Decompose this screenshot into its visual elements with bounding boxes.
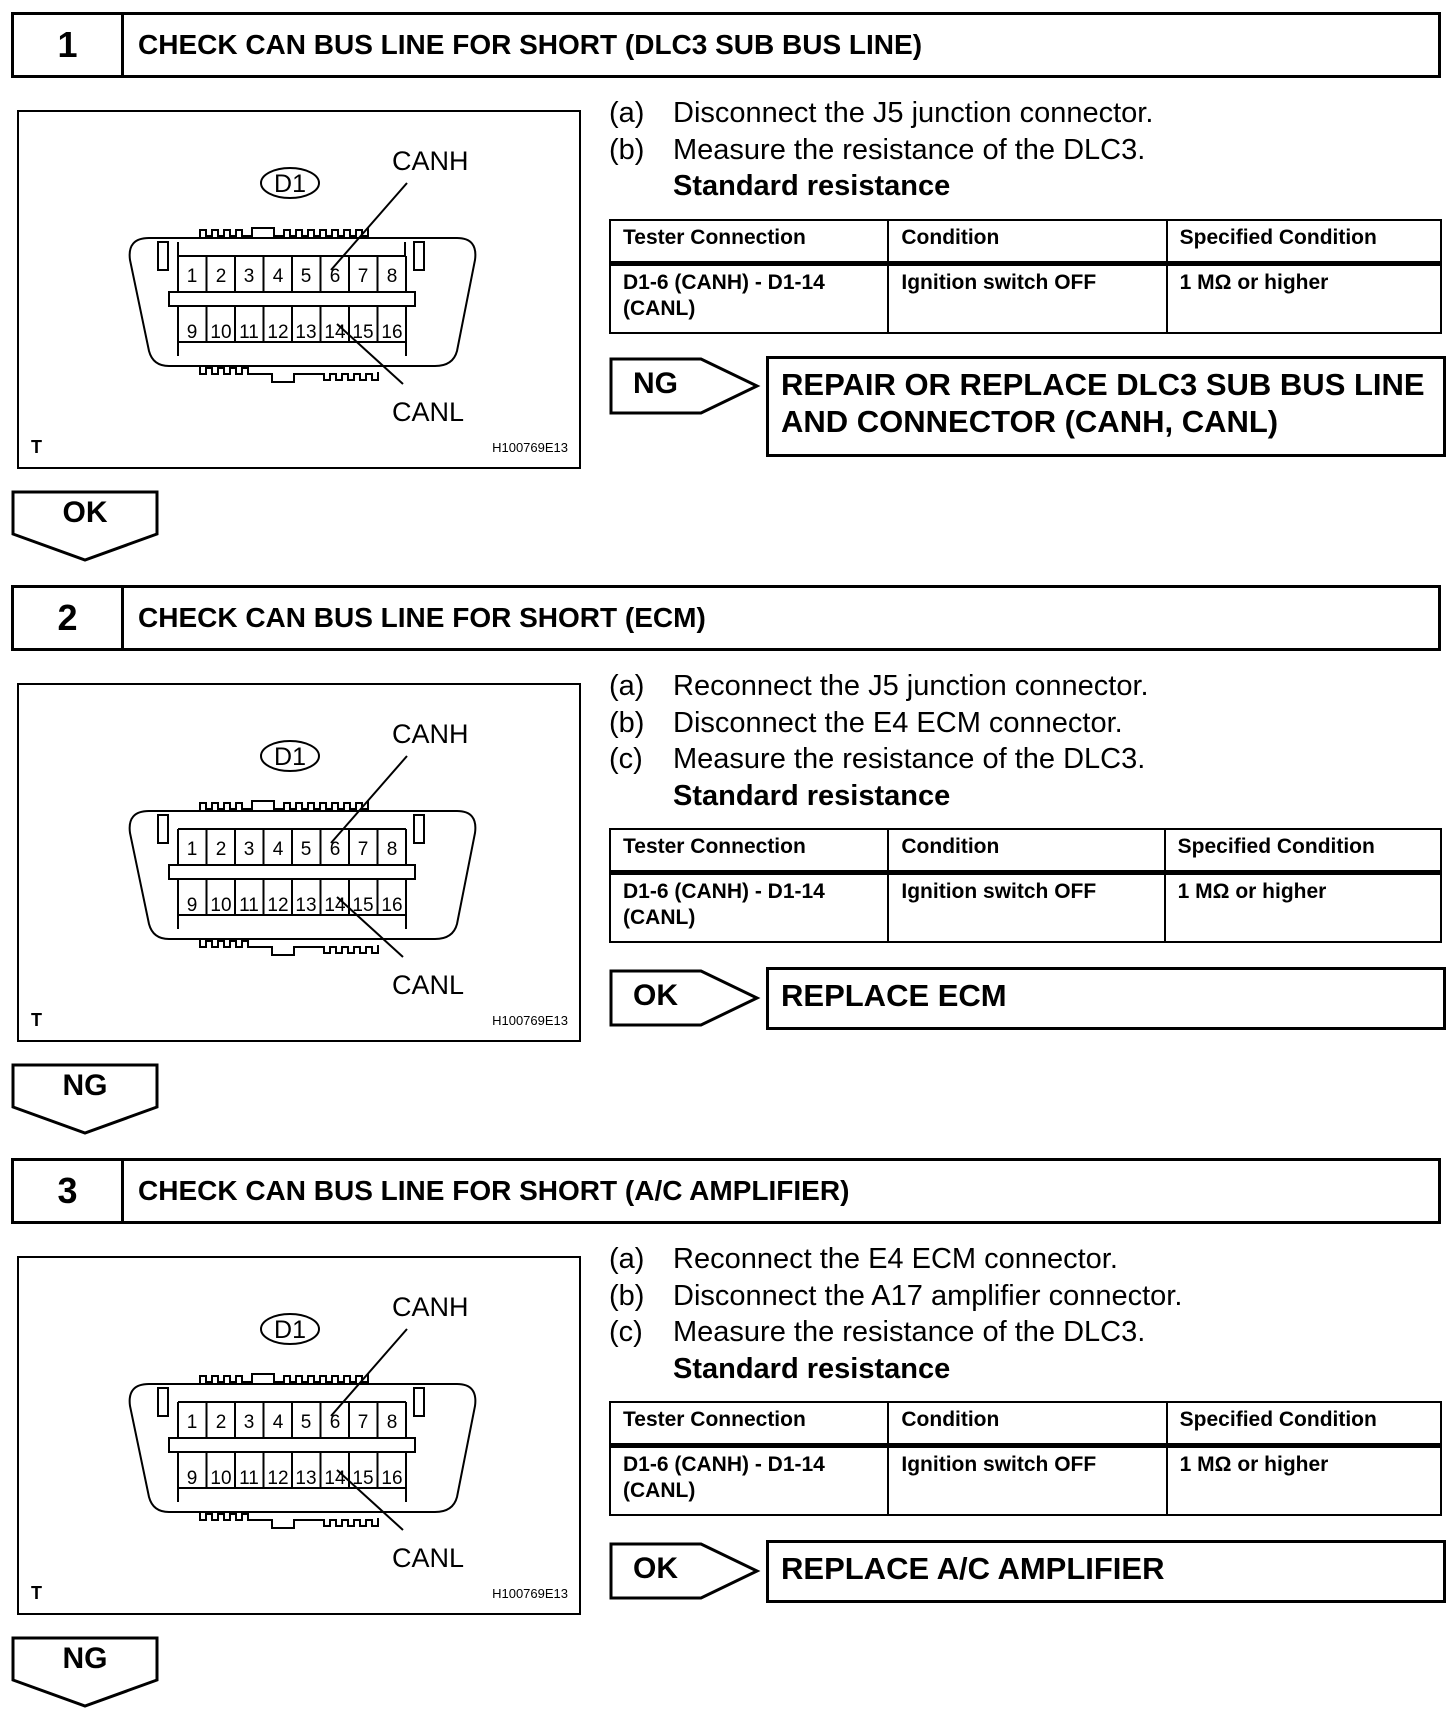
figure-id: H100769E13 [492,440,568,455]
step-header [11,12,1441,78]
specified-cell: 1 MΩ or higher [1165,873,1441,943]
instructions [609,1241,1439,1389]
pin-label: 15 [352,1468,374,1489]
resistance-table [609,1401,1442,1516]
result-branch-tag: OK [609,1542,761,1602]
pin-label: 13 [295,895,317,916]
step-title: CHECK CAN BUS LINE FOR SHORT (A/C AMPLIFIER) [138,1175,850,1206]
pin-label: 13 [295,1468,317,1489]
pin-label: 11 [239,895,259,916]
figure-corner-label: T [31,437,42,457]
canl-label: CANL [392,397,465,427]
condition-cell: Ignition switch OFF [888,264,1166,334]
connector-label: D1 [274,743,306,771]
pin-label: 3 [243,266,255,287]
pin-label: 4 [272,266,284,287]
specified-cell: 1 MΩ or higher [1167,264,1441,334]
step-number: 2 [14,588,124,648]
pin-label: 1 [186,266,198,287]
pin-label: 14 [324,1468,346,1489]
figure-id: H100769E13 [492,1013,568,1028]
tester-connection-cell: D1-6 (CANH) - D1-14 (CANL) [610,264,888,334]
pin-label: 5 [300,1412,312,1433]
col-header-condition: Condition [888,220,1166,264]
col-header-tester: Tester Connection [610,829,888,873]
col-header-condition: Condition [888,829,1164,873]
pin-label: 16 [381,895,403,916]
pin-label: 3 [243,839,255,860]
step-header [11,1158,1441,1224]
step-number: 1 [14,15,124,75]
standard-resistance-label: Standard resistance [673,779,951,812]
col-header-specified: Specified Condition [1167,220,1441,264]
tester-connection-cell: D1-6 (CANH) - D1-14 (CANL) [610,1446,888,1516]
table-row [610,873,1441,943]
pin-label: 7 [357,1412,369,1433]
pin-label: 7 [357,839,369,860]
col-header-tester: Tester Connection [610,220,888,264]
pin-label: 8 [386,839,398,860]
instruction-item: (c) Measure the resistance of the DLC3. [609,1316,1146,1348]
pin-label: 13 [295,322,317,343]
table-row [610,1446,1441,1516]
tester-connection-cell: D1-6 (CANH) - D1-14 (CANL) [610,873,888,943]
instruction-item: (b) Disconnect the E4 ECM connector. [609,706,1123,739]
result-action-box: REPLACE ECM [766,967,1446,1030]
pin-label: 9 [186,1468,198,1489]
pin-label: 11 [239,1468,259,1489]
dlc3-connector-figure [17,110,583,472]
resistance-table [609,828,1442,943]
col-header-specified: Specified Condition [1165,829,1441,873]
instructions [609,668,1439,816]
pin-label: 3 [243,1412,255,1433]
result-branch-tag: NG [609,357,761,417]
figure-id: H100769E13 [492,1586,568,1601]
pin-label: 9 [186,895,198,916]
canl-label: CANL [392,1543,465,1573]
col-header-specified: Specified Condition [1167,1402,1441,1446]
pin-label: 2 [215,1412,227,1433]
figure-corner-label: T [31,1010,42,1030]
step-3 [0,1146,1456,1675]
next-step-arrow: NG [11,1063,161,1138]
table-row [610,264,1441,334]
pin-label: 9 [186,322,198,343]
next-step-arrow: NG [11,1636,161,1711]
result-action-box: REPLACE A/C AMPLIFIER [766,1540,1446,1603]
standard-resistance-label: Standard resistance [673,170,951,202]
pin-label: 12 [267,322,289,343]
result-branch-tag: OK [609,969,761,1029]
instructions [609,95,1439,206]
pin-label: 14 [324,895,346,916]
pin-label: 10 [210,322,232,343]
figure-corner-label: T [31,1583,42,1603]
step-header [11,585,1441,651]
pin-label: 16 [381,322,403,343]
step-2 [0,573,1456,1102]
pin-label: 2 [215,839,227,860]
pin-label: 15 [352,895,374,916]
pin-label: 1 [186,1412,198,1433]
canh-label: CANH [392,719,469,749]
pin-label: 7 [357,266,369,287]
specified-cell: 1 MΩ or higher [1167,1446,1441,1516]
connector-label: D1 [274,170,306,198]
step-title: CHECK CAN BUS LINE FOR SHORT (ECM) [138,602,706,633]
instruction-item: (a) Reconnect the J5 junction connector. [609,670,1149,702]
pin-label: 12 [267,895,289,916]
pin-label: 10 [210,1468,232,1489]
pin-label: 4 [272,839,284,860]
next-step-arrow: OK [11,490,161,565]
pin-label: 4 [272,1412,284,1433]
instruction-item: (a) Reconnect the E4 ECM connector. [609,1243,1118,1275]
instruction-item: (a) Disconnect the J5 junction connector. [609,97,1154,129]
pin-label: 15 [352,322,374,343]
pin-label: 10 [210,895,232,916]
condition-cell: Ignition switch OFF [888,1446,1166,1516]
instruction-item: (b) Disconnect the A17 amplifier connector. [609,1279,1183,1312]
pin-label: 6 [329,1412,341,1433]
resistance-table [609,219,1442,334]
pin-label: 1 [186,839,198,860]
step-title: CHECK CAN BUS LINE FOR SHORT (DLC3 SUB BUS LINE) [138,29,923,60]
pin-label: 11 [239,322,259,343]
pin-label: 16 [381,1468,403,1489]
pin-label: 5 [300,266,312,287]
instruction-item: (c) Measure the resistance of the DLC3. [609,743,1146,775]
connector-label: D1 [274,1316,306,1344]
canl-label: CANL [392,970,465,1000]
pin-label: 12 [267,1468,289,1489]
dlc3-connector-figure [17,1256,583,1618]
pin-label: 6 [329,266,341,287]
standard-resistance-label: Standard resistance [673,1352,951,1385]
pin-label: 6 [329,839,341,860]
pin-label: 14 [324,322,346,343]
canh-label: CANH [392,146,469,176]
instruction-item: (b) Measure the resistance of the DLC3. [609,133,1146,166]
step-number: 3 [14,1161,124,1221]
pin-label: 2 [215,266,227,287]
pin-label: 8 [386,266,398,287]
dlc3-connector-figure [17,683,583,1045]
condition-cell: Ignition switch OFF [888,873,1164,943]
canh-label: CANH [392,1292,469,1322]
step-1 [0,0,1456,529]
pin-label: 5 [300,839,312,860]
result-action-box: REPAIR OR REPLACE DLC3 SUB BUS LINE AND CONNECTOR (CANH, CANL) [766,356,1446,457]
col-header-condition: Condition [888,1402,1166,1446]
col-header-tester: Tester Connection [610,1402,888,1446]
pin-label: 8 [386,1412,398,1433]
